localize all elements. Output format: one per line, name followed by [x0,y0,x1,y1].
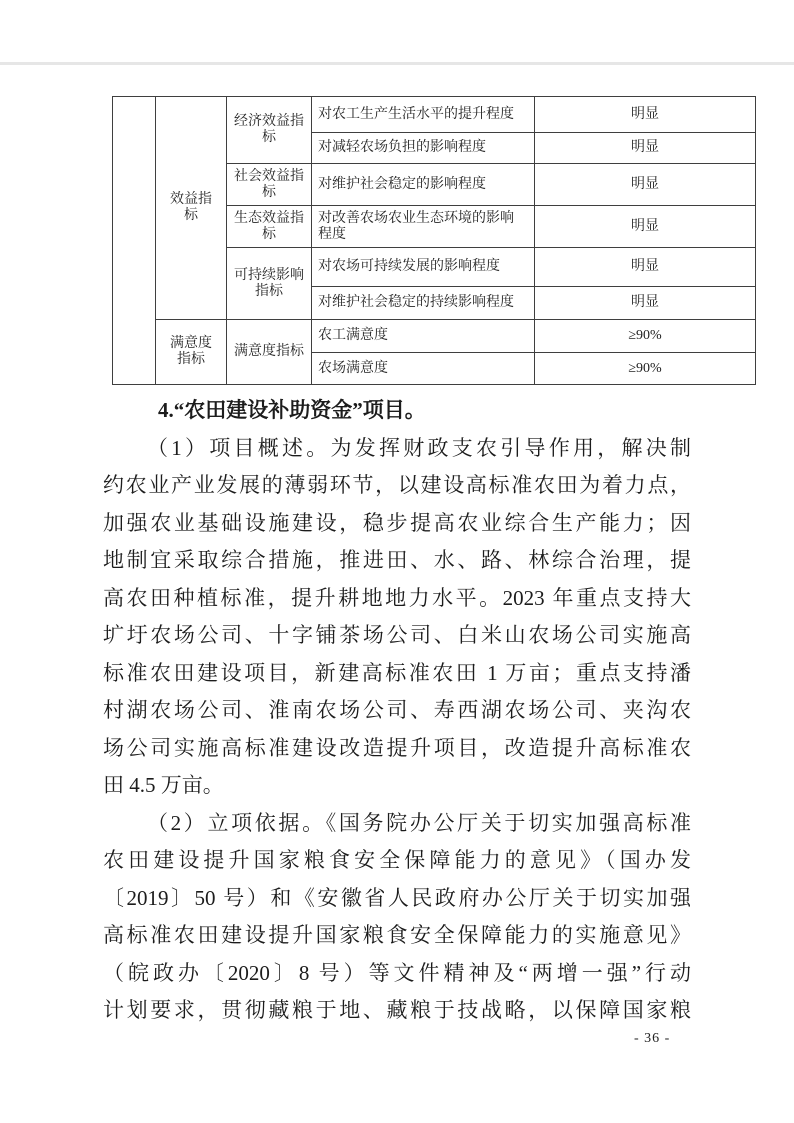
table-cell-value: 明显 [535,164,756,206]
paragraph-line: 高标准农田建设提升国家粮食安全保障能力的实施意见》 [103,923,691,947]
table-cell-desc: 对减轻农场负担的影响程度 [312,133,535,164]
section-heading: 4.“农田建设补助资金”项目。 [158,398,426,422]
paragraph-line: 村湖农场公司、淮南农场公司、寿西湖农场公司、夹沟农 [103,698,691,722]
table-cell-desc: 对维护社会稳定的持续影响程度 [312,287,535,320]
table-cell-desc: 对农工生产生活水平的提升程度 [312,97,535,133]
table-cell-desc: 农场满意度 [312,353,535,385]
paragraph-line: 场公司实施高标准建设改造提升项目，改造提升高标准农 [103,735,691,760]
paragraph-line: （2）立项依据。《国务院办公厅关于切实加强高标准 [147,810,691,835]
table-cell-group-benefit: 效益指标 [156,97,227,320]
table-cell-desc: 农工满意度 [312,320,535,353]
paragraph-line: 圹圩农场公司、十字铺茶场公司、白米山农场公司实施高 [103,623,691,647]
paragraph-line: 高农田种植标准，提升耕地地力水平。2023 年重点支持大 [103,585,691,610]
table-cell-desc: 对农场可持续发展的影响程度 [312,248,535,287]
page-number: - 36 - [634,1031,671,1046]
performance-indicators-table [112,96,756,385]
table-cell-value: ≥90% [535,320,756,353]
table-cell-subgroup-social: 社会效益指标 [227,164,312,206]
table-cell-subgroup-satisfaction: 满意度指标 [227,320,312,385]
paragraph-line: （1）项目概述。为发挥财政支农引导作用，解决制 [147,435,691,460]
table-cell-value: 明显 [535,287,756,320]
table-empty-column-cell [113,97,156,385]
paragraph-line: 地制宜采取综合措施，推进田、水、路、林综合治理，提 [103,548,691,572]
table-cell-value: 明显 [535,133,756,164]
table-cell-desc: 对改善农场农业生态环境的影响程度 [312,206,535,248]
paragraph-line: （皖政办〔2020〕8 号）等文件精神及“两增一强”行动 [103,960,691,985]
body-text-block [103,392,691,1030]
paragraph-line: 计划要求，贯彻藏粮于地、藏粮于技战略，以保障国家粮 [103,998,691,1022]
paragraph-line: 〔2019〕50 号）和《安徽省人民政府办公厅关于切实加强 [103,885,691,910]
paragraph-line: 标准农田建设项目，新建高标准农田 1 万亩；重点支持潘 [103,660,691,685]
table-cell-subgroup-economic: 经济效益指标 [227,97,312,164]
table-cell-value: ≥90% [535,353,756,385]
paragraph-line: 加强农业基础设施建设，稳步提高农业综合生产能力；因 [103,510,691,535]
page-top-artifact-line [0,62,794,65]
table-cell-value: 明显 [535,206,756,248]
table-cell-value: 明显 [535,248,756,287]
paragraph-line: 约农业产业发展的薄弱环节，以建设高标准农田为着力点， [103,473,691,497]
table-cell-subgroup-sustainable: 可持续影响指标 [227,248,312,320]
table-cell-subgroup-ecological: 生态效益指标 [227,206,312,248]
table-cell-group-satisfaction: 满意度指标 [156,320,227,385]
table-cell-value: 明显 [535,97,756,133]
paragraph-line: 农田建设提升国家粮食安全保障能力的意见》（国办发 [103,848,691,872]
paragraph-line: 田 4.5 万亩。 [103,773,224,797]
table-cell-desc: 对维护社会稳定的影响程度 [312,164,535,206]
